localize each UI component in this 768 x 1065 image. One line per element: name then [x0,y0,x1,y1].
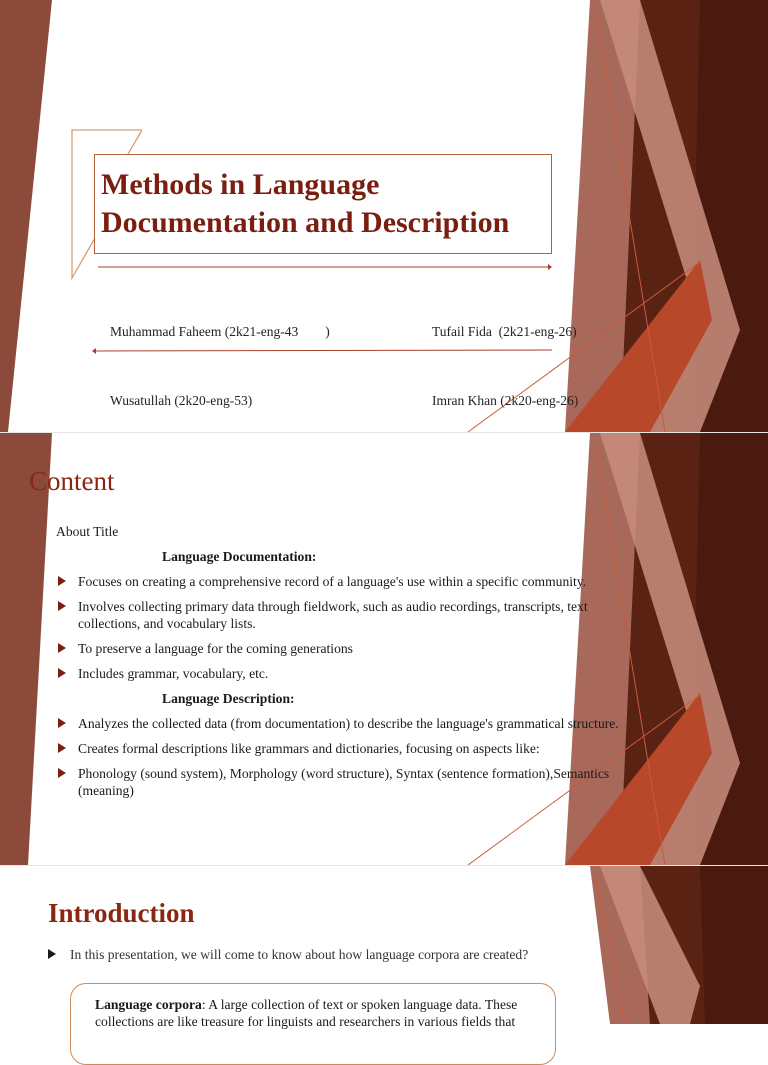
list-item: Creates formal descriptions like grammars and dictionaries, focusing on aspects like: [56,740,646,757]
bullet-arrow-icon [58,668,66,678]
author-name: Wusatullah (2k20-eng-53) [110,393,253,408]
bullet-arrow-icon [58,576,66,586]
list-item: Phonology (sound system), Morphology (word structure), Syntax (sentence formation),Semantics (meaning) [56,765,646,799]
list-item: Involves collecting primary data through fieldwork, such as audio recordings, transcripts, text collections, and vocabulary lists. [56,598,646,632]
title-frame-bracket-edge [128,130,142,154]
authors-right [432,274,578,458]
slide-heading: Introduction [48,898,195,928]
title-slide [0,0,768,432]
list-item: Focuses on creating a comprehensive record of a language's use within a specific community. [56,573,646,590]
top-rule-arrow [548,264,552,270]
definition-term: Language corpora [95,997,202,1012]
presentation-title: Methods in Language Documentation and Description [101,168,510,239]
content-body [56,523,646,807]
bullet-arrow-icon [58,768,66,778]
bullet-arrow-icon [58,718,66,728]
definition-box [70,983,556,1065]
section-title: Language Description: [162,691,295,706]
content-slide [0,433,768,865]
bullet-arrow-icon [48,949,56,959]
right-band-darker [700,866,768,1024]
bottom-rule-arrow [92,348,96,354]
about-title: About Title [56,524,119,539]
introduction-slide [0,866,768,1029]
definition-text: Language corpora: A large collection of text or spoken language data. These collections are like treasure for linguists and researchers in various fields that [95,997,518,1029]
list-item: In this presentation, we will come to know about how language corpora are created? [48,946,590,963]
documentation-list [56,573,646,682]
section-title: Language Documentation: [162,549,317,564]
author-name: Muhammad Faheem (2k21-eng-43 ) [110,324,330,339]
description-list [56,715,646,799]
bullet-arrow-icon [58,601,66,611]
left-band [0,0,52,432]
list-item: Analyzes the collected data (from documentation) to describe the language's grammatical structure. [56,715,646,732]
author-name: Imran Khan (2k20-eng-26) [432,393,579,408]
left-band [0,433,52,865]
list-item: To preserve a language for the coming generations [56,640,646,657]
bullet-arrow-icon [58,743,66,753]
bullet-arrow-icon [58,643,66,653]
list-item: Includes grammar, vocabulary, etc. [56,665,646,682]
author-name: Tufail Fida (2k21-eng-26) [432,324,577,339]
slide-heading: Content [29,466,115,496]
